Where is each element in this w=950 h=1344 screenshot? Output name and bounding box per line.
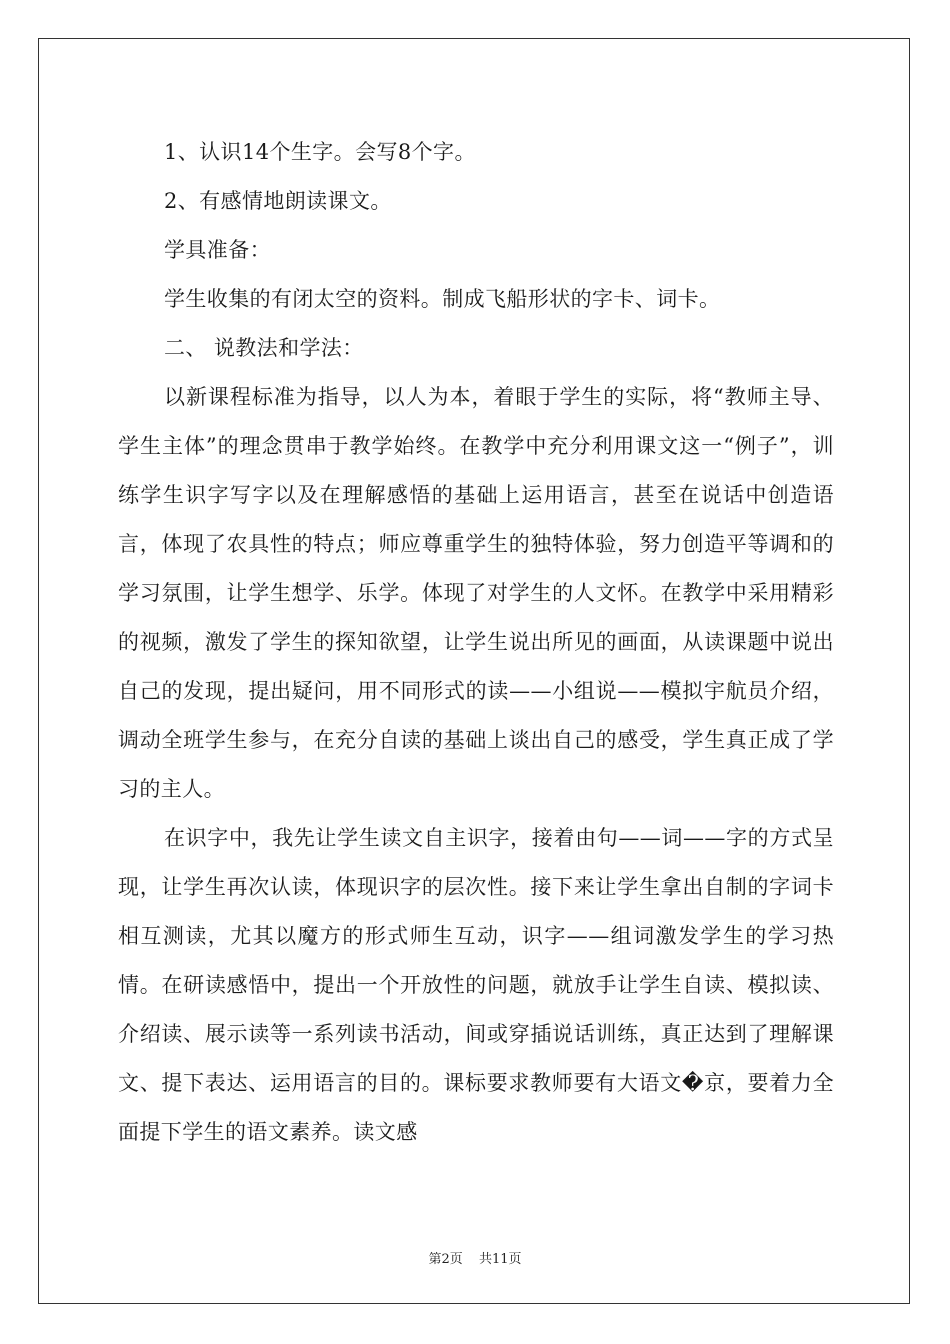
objective-line-2: 2、有感情地朗读课文。	[164, 189, 392, 213]
materials-heading: 学具准备：	[164, 238, 271, 262]
page-total: 共11页	[478, 1252, 522, 1267]
page-number: 第2页	[428, 1252, 463, 1267]
page-footer	[0, 1248, 950, 1267]
materials-text: 学生收集的有闭太空的资料。制成飞船形状的字卡、词卡。	[164, 287, 721, 311]
document-body	[118, 128, 834, 1157]
paragraph-teaching-method: 以新课程标准为指导，以人为本，着眼于学生的实际，将“教师主导、学生主体”的理念贯串于教学始终。在教学中充分利用课文这一“例子”，训练学生识字写字以及在理解感悟的基础上运用语言，甚至在说话中创造语言，体现了农具性的特点；师应尊重学生的独特体验，努力创造平等调和的学习氛围，让学生想学、乐学。体现了对学生的人文怀。在教学中采用精彩的视频，激发了学生的探知欲望，让学生说出所见的画面，从读课题中说出自己的发现，提出疑问，用不同形式的读——小组说——模拟宇航员介绍，调动全班学生参与，在充分自读的基础上谈出自己的感受，学生真正成了学习的主人。	[118, 385, 834, 801]
objective-line-1: 1、认识14个生字。会写8个字。	[164, 140, 476, 164]
section-heading: 二、 说教法和学法：	[164, 336, 364, 360]
paragraph-literacy: 在识字中，我先让学生读文自主识字，接着由句——词——字的方式呈现，让学生再次认读，体现识字的层次性。接下来让学生拿出自制的字词卡相互测读，尤其以魔方的形式师生互动，识字——组词激发学生的学习热情。在研读感悟中，提出一个开放性的问题，就放手让学生自读、模拟读、介绍读、展示读等一系列读书活动，间或穿插说话训练，真正达到了理解课文、提下表达、运用语言的目的。课标要求教师要有大语文�京，要着力全面提下学生的语文素养。读文感	[118, 826, 834, 1144]
